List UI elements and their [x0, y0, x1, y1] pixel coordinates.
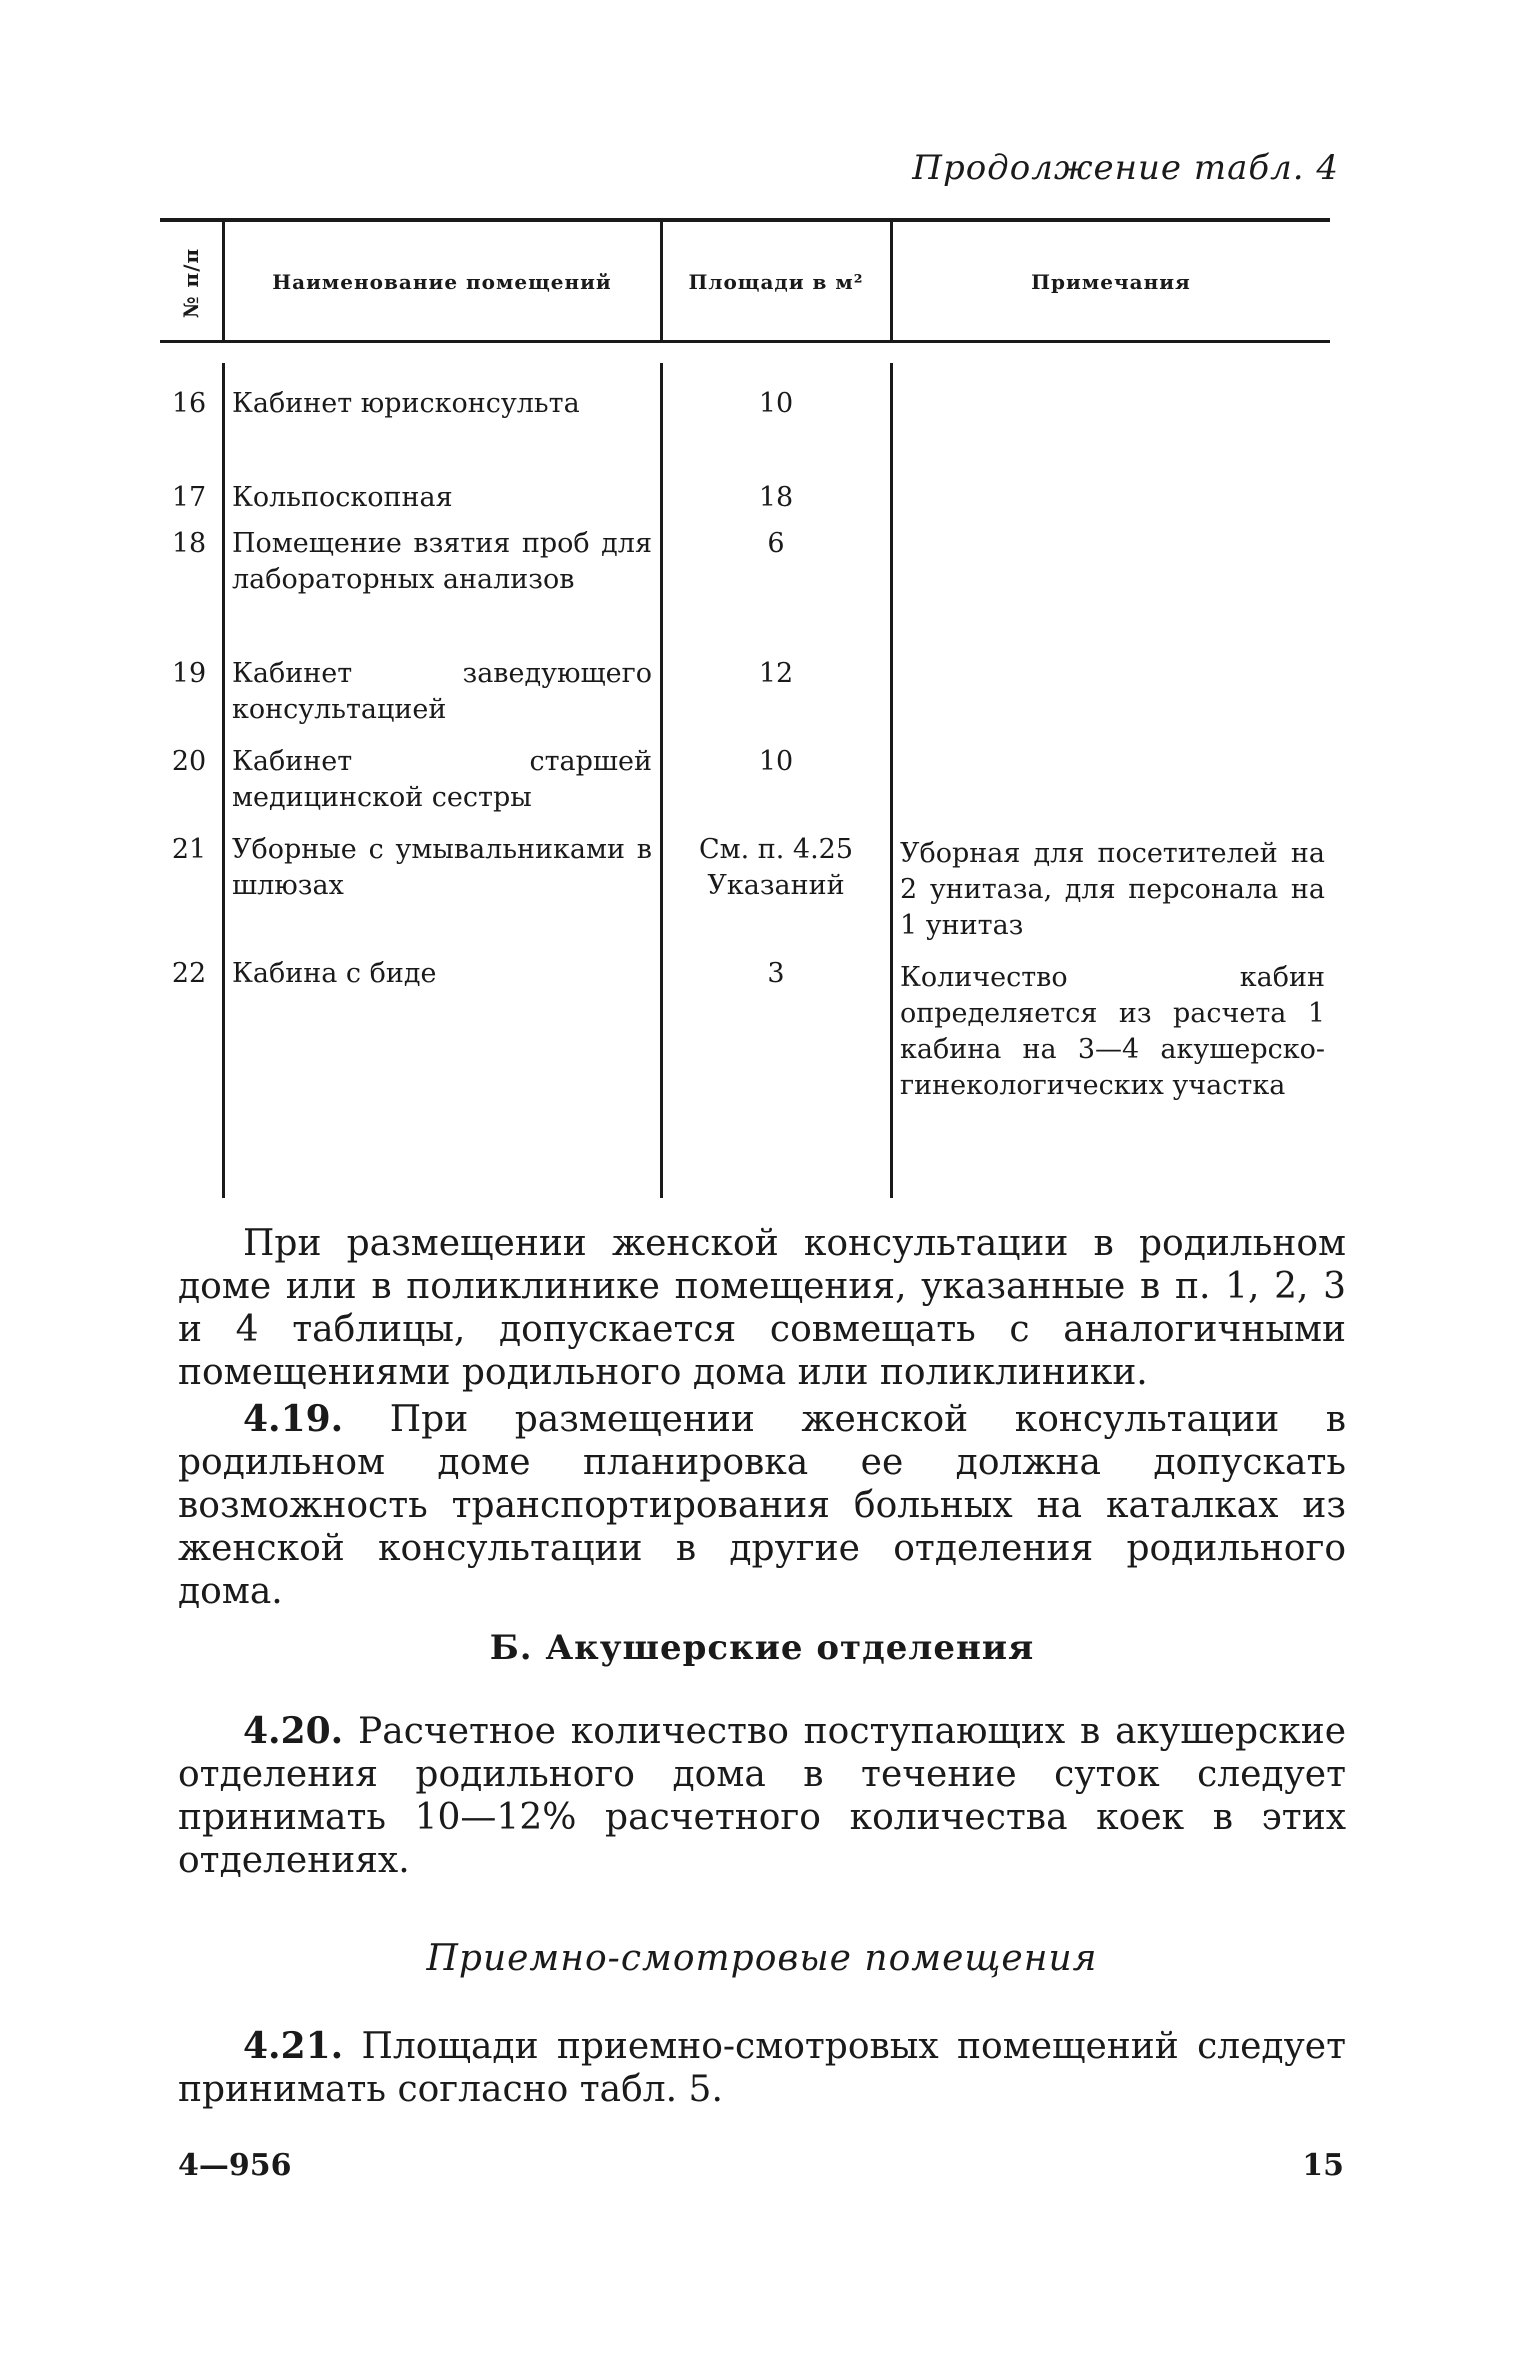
- table-divider-gap: [659, 343, 664, 363]
- row-area: 6: [767, 528, 785, 559]
- row-area: См. п. 4.25 Указаний: [698, 834, 854, 901]
- table-divider-gap: [221, 343, 226, 363]
- table-divider-gap: [889, 343, 894, 363]
- row-area: 10: [758, 388, 794, 419]
- footer-signature-mark: 4—956: [178, 2148, 292, 2183]
- header-notes: Примечания: [1031, 270, 1191, 294]
- table-column-divider: [222, 218, 225, 1198]
- row-room-name: Помещение взятия проб для лабораторных анализов: [232, 528, 652, 595]
- row-room-name: Уборные с умывальниками в шлюзах: [232, 834, 652, 901]
- page-number: 15: [1302, 2148, 1344, 2183]
- row-number: 22: [171, 958, 207, 989]
- row-number: 16: [171, 388, 207, 419]
- row-area: 3: [767, 958, 785, 989]
- row-room-name: Кабинет юрисконсульта: [232, 388, 580, 419]
- row-number: 17: [171, 482, 207, 513]
- row-number: 20: [171, 746, 207, 777]
- row-note: Количество кабин определяется из расчета 1 кабина на 3—4 акушерско-гинекологических участка: [900, 962, 1325, 1101]
- table-header-rule: [160, 340, 1330, 343]
- header-number: № п/п: [179, 247, 203, 319]
- table-continuation-label: Продолжение табл. 4: [912, 148, 1339, 188]
- clause-number: 4.21.: [243, 2025, 344, 2067]
- row-room-name: Кольпоскопная: [232, 482, 453, 513]
- section-heading: Б. Акушерские отделения: [489, 1628, 1035, 1668]
- row-area: 10: [758, 746, 794, 777]
- clause-text: При размещении женской консультации в родильном доме планировка ее должна допускать возможность транспортирования больных на каталках из женской консультации в другие отделения родильного дома.: [178, 1399, 1346, 1612]
- table-column-divider: [890, 218, 893, 1198]
- clause-number: 4.20.: [243, 1710, 344, 1752]
- clause-text: Расчетное количество поступающих в акушерские отделения родильного дома в течение суток следует принимать 10—12% расчетного количества коек в этих отделениях.: [178, 1711, 1346, 1881]
- paragraph-4-19: [178, 1398, 1346, 1613]
- paragraph-4-21: [178, 2025, 1346, 2111]
- row-area: 12: [758, 658, 794, 689]
- subsection-heading: Приемно-смотровые помещения: [426, 1938, 1098, 1979]
- rooms-table: [160, 218, 1330, 1198]
- row-number: 19: [171, 658, 207, 689]
- table-top-rule: [160, 218, 1330, 222]
- clause-number: 4.19.: [243, 1398, 344, 1440]
- row-note: Уборная для посетителей на 2 унитаза, для персонала на 1 унитаз: [900, 838, 1325, 941]
- row-room-name: Кабинет заведующего консультацией: [232, 658, 652, 725]
- paragraph-4-20: [178, 1710, 1346, 1882]
- row-number: 21: [171, 834, 207, 865]
- row-number: 18: [171, 528, 207, 559]
- header-area: Площади в м²: [688, 270, 864, 294]
- paragraph-placement: При размещении женской консультации в родильном доме или в поликлинике помещения, указанные в п. 1, 2, 3 и 4 таблицы, допускается совмещать с аналогичными помещениями родильного дома или поликлиники.: [178, 1223, 1346, 1393]
- row-area: 18: [758, 482, 794, 513]
- header-room-name: Наименование помещений: [272, 270, 612, 294]
- table-column-divider: [660, 218, 663, 1198]
- row-room-name: Кабинет старшей медицинской сестры: [232, 746, 652, 813]
- clause-text: Площади приемно-смотровых помещений следует принимать согласно табл. 5.: [178, 2026, 1346, 2110]
- row-room-name: Кабина с биде: [232, 958, 437, 989]
